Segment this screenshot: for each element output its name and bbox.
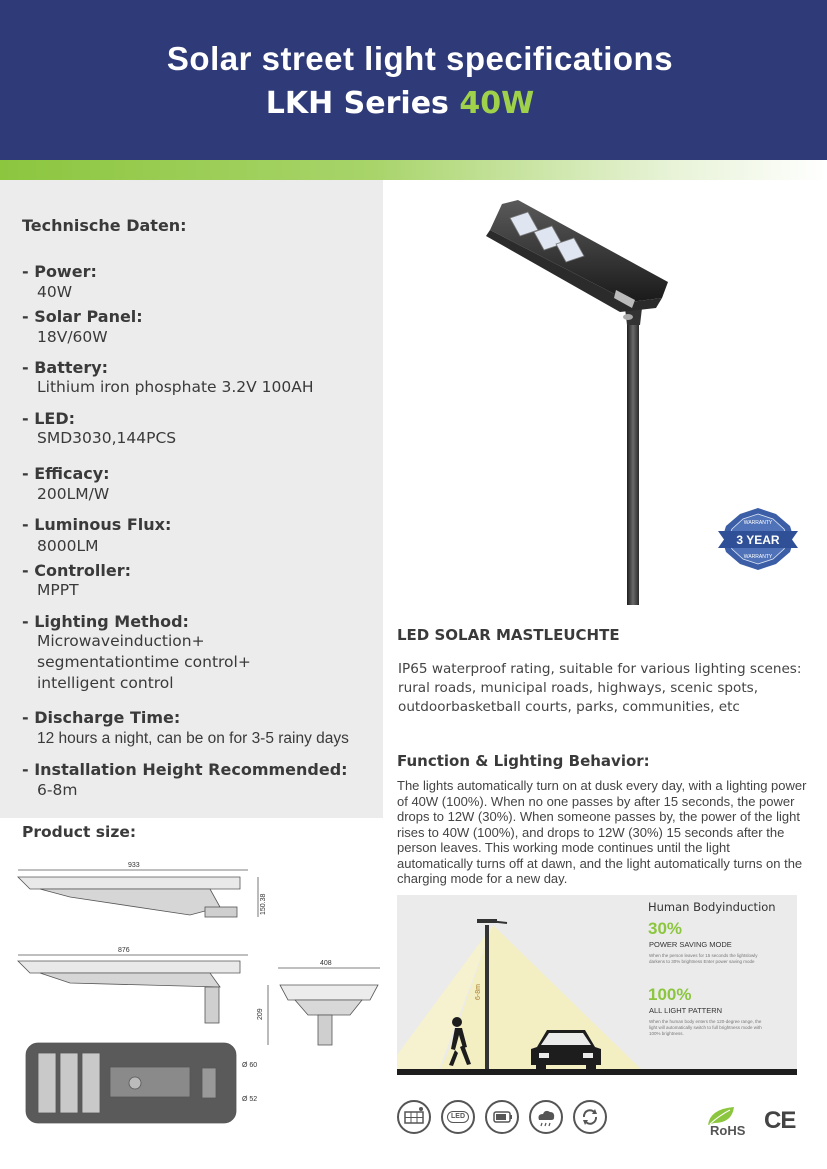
spec-label-solar-panel: - Solar Panel: <box>22 307 143 326</box>
recycle-icon <box>573 1100 607 1134</box>
rohs-text: RoHS <box>710 1123 746 1138</box>
technical-drawings <box>10 855 380 1155</box>
description-line-1: IP65 waterproof rating, suitable for various lighting scenes: <box>398 661 802 677</box>
dim-bracket-52: Ø 52 <box>242 1096 258 1103</box>
ce-mark: CE <box>764 1107 796 1134</box>
led-icon-label: LED <box>447 1111 469 1123</box>
accent-gradient-bar <box>0 160 827 180</box>
percent-30: 30% <box>648 919 683 938</box>
spec-value-solar-panel: 18V/60W <box>37 328 108 346</box>
series-name: LKH Series <box>265 86 449 121</box>
solar-panel-icon <box>397 1100 431 1134</box>
scene-illustration <box>397 895 797 1095</box>
page-title: Solar street light specifications <box>166 40 674 77</box>
warranty-badge <box>718 506 798 572</box>
bottom-view-drawing <box>26 1043 236 1123</box>
spec-value-led: SMD3030,144PCS <box>37 429 177 447</box>
mode-power-saving-note: When the person leaves for 15 seconds the lightslowly darkens to 30% brightness Enter power saving mode <box>649 953 758 964</box>
page-subtitle <box>0 86 800 121</box>
spec-label-installation-height: - Installation Height Recommended: <box>22 760 348 779</box>
function-text: The lights automatically turn on at dusk every day, with a lighting power of 40W (100%). When no one passes by after 15 seconds, the power drops to 12W (30%). When someone passes by, the power of the light rises to 40W (100%), and drops to 12W (30%) 15 seconds after the person leaves. This working mode continues until the light automatically turns off at dawn, and the light automatically turns on the charging mode for a new day. <box>397 778 807 886</box>
description-line-3: outdoorbasketball courts, parks, communities, etc <box>398 699 740 715</box>
warranty-bottom-text: WARRANTY <box>743 554 773 560</box>
spec-label-luminous-flux: - Luminous Flux: <box>22 515 172 534</box>
spec-label-discharge-time: - Discharge Time: <box>22 708 181 727</box>
spec-label-power: - Power: <box>22 262 97 281</box>
dim-height-150: 150.38 <box>260 893 267 915</box>
rohs-logo <box>700 1105 752 1141</box>
spec-value-lighting-method-2: segmentationtime control+ <box>37 653 251 671</box>
product-size-title: Product size: <box>22 823 137 841</box>
rain-cloud-icon <box>529 1100 563 1134</box>
spec-value-lighting-method-1: Microwaveinduction+ <box>37 632 205 650</box>
spec-label-controller: - Controller: <box>22 561 131 580</box>
product-description <box>398 660 808 717</box>
spec-value-battery: Lithium iron phosphate 3.2V 100AH <box>37 378 314 396</box>
side-view-drawing <box>18 870 258 917</box>
mode-power-saving: POWER SAVING MODE <box>649 940 732 949</box>
height-label: 6-8m <box>475 984 482 1000</box>
street-light-image <box>430 190 690 610</box>
dim-length-876: 876 <box>118 947 130 954</box>
description-line-2: rural roads, municipal roads, highways, scenic spots, <box>398 680 759 696</box>
product-title: LED SOLAR MASTLEUCHTE <box>397 626 620 644</box>
spec-label-efficacy: - Efficacy: <box>22 464 110 483</box>
specs-heading: Technische Daten: <box>22 216 187 235</box>
spec-value-efficacy: 200LM/W <box>37 485 110 503</box>
feature-icons <box>397 1100 612 1138</box>
warranty-top-text: WARRANTY <box>743 520 773 526</box>
spec-label-led: - LED: <box>22 409 76 428</box>
header-banner <box>0 0 827 160</box>
mode-all-light-note: When the human body enters the 120-degree range, the light will automatically switch to full brightness mode with 100% brightness. <box>649 1019 762 1036</box>
spec-value-controller: MPPT <box>37 581 79 599</box>
scene-title: Human Bodyinduction <box>648 900 776 914</box>
dim-bracket-60: Ø 60 <box>242 1062 258 1069</box>
front-view-drawing <box>268 968 380 1045</box>
mode-all-light: ALL LIGHT PATTERN <box>649 1006 723 1015</box>
spec-value-luminous-flux: 8000LM <box>37 537 99 555</box>
spec-value-lighting-method-3: intelligent control <box>37 674 174 692</box>
warranty-main-text: 3 YEAR <box>736 533 780 547</box>
spec-value-installation-height: 6-8m <box>37 781 78 799</box>
dim-length-933: 933 <box>128 862 140 869</box>
spec-value-discharge-time: 12 hours a night, can be on for 3-5 rainy days <box>37 730 349 747</box>
spec-value-power: 40W <box>37 283 73 301</box>
spec-label-lighting-method: - Lighting Method: <box>22 612 189 631</box>
function-title: Function & Lighting Behavior: <box>397 752 650 770</box>
lighting-scene <box>397 895 797 1095</box>
spec-label-battery: - Battery: <box>22 358 109 377</box>
percent-100: 100% <box>648 985 692 1004</box>
dim-width-408: 408 <box>320 960 332 967</box>
series-wattage: 40W <box>459 86 535 121</box>
side-view-2-drawing <box>18 955 248 1023</box>
battery-icon <box>485 1100 519 1134</box>
led-icon <box>441 1100 475 1134</box>
dim-height-209: 209 <box>257 1008 264 1020</box>
